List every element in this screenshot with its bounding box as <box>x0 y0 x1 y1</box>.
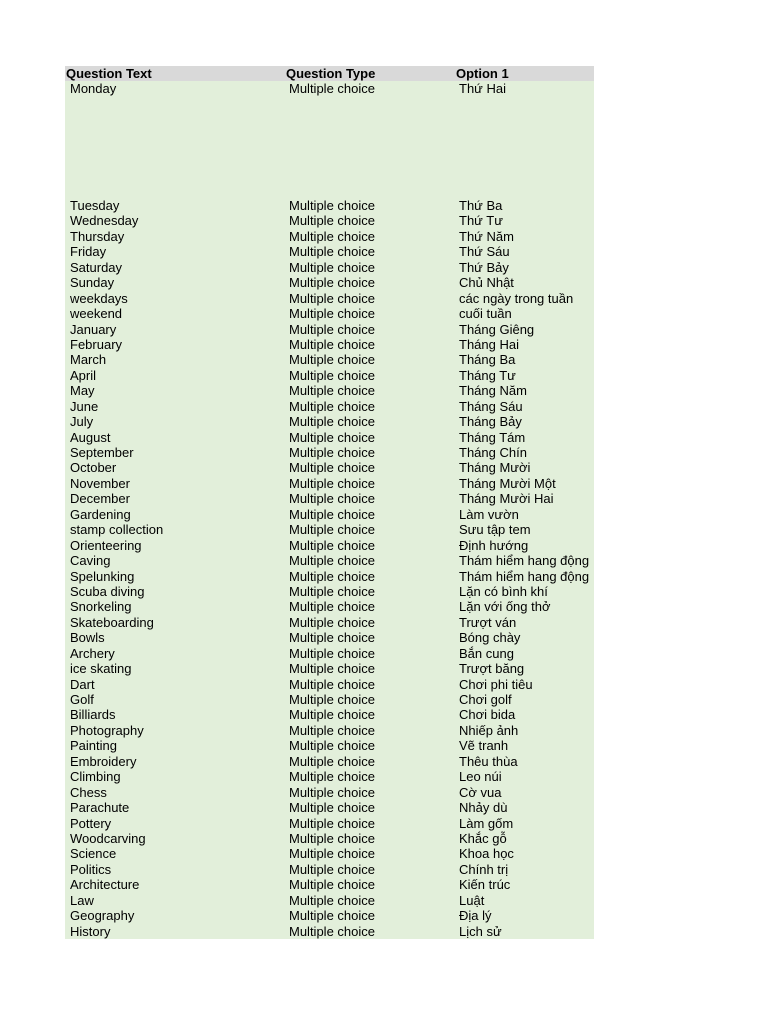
cell-option-1[interactable]: Tháng Sáu <box>459 398 523 414</box>
cell-option-1[interactable]: Bắn cung <box>459 645 514 661</box>
cell-option-1[interactable]: Thứ Năm <box>459 228 514 244</box>
cell-question-type[interactable]: Multiple choice <box>289 908 375 924</box>
table-row <box>65 275 594 290</box>
cell-option-1[interactable]: Lặn có bình khí <box>459 583 548 599</box>
cell-option-1[interactable]: Thám hiểm hang động <box>459 553 590 569</box>
cell-question-type[interactable]: Multiple choice <box>289 800 375 816</box>
cell-question-type[interactable]: Multiple choice <box>289 228 375 244</box>
cell-question-text[interactable]: Science <box>70 846 117 862</box>
cell-option-1[interactable]: Sưu tập tem <box>459 522 531 538</box>
table-row <box>65 291 594 306</box>
cell-question-type[interactable]: Multiple choice <box>289 213 375 229</box>
table-row <box>65 646 594 661</box>
cell-question-type[interactable]: Multiple choice <box>289 553 375 569</box>
table-row <box>65 414 594 429</box>
cell-question-text[interactable]: December <box>70 491 130 507</box>
table-row <box>65 800 594 815</box>
cell-question-type[interactable]: Multiple choice <box>289 692 375 707</box>
cell-question-text[interactable]: August <box>70 429 111 445</box>
cell-question-type[interactable]: Multiple choice <box>289 244 375 260</box>
header-row <box>65 66 594 81</box>
cell-question-type[interactable]: Multiple choice <box>289 336 375 352</box>
table-row <box>65 785 594 800</box>
cell-question-type[interactable]: Multiple choice <box>289 861 375 877</box>
cell-option-1[interactable]: Thêu thùa <box>459 753 518 769</box>
header-question-text[interactable]: Question Text <box>66 66 152 81</box>
cell-question-type[interactable]: Multiple choice <box>289 398 375 414</box>
table-row <box>65 569 594 584</box>
cell-question-text[interactable]: Sunday <box>70 275 115 291</box>
cell-question-type[interactable]: Multiple choice <box>289 722 375 738</box>
cell-question-text[interactable]: Orienteering <box>70 537 142 553</box>
table-row <box>65 816 594 831</box>
cell-question-type[interactable]: Multiple choice <box>289 877 375 893</box>
cell-option-1[interactable]: Tháng Chín <box>459 445 527 460</box>
cell-option-1[interactable]: Vẽ tranh <box>459 738 509 754</box>
cell-question-type[interactable]: Multiple choice <box>289 491 375 507</box>
cell-question-text[interactable]: July <box>70 414 94 430</box>
cell-question-type[interactable]: Multiple choice <box>289 892 375 908</box>
table-row <box>65 507 594 522</box>
cell-question-text[interactable]: Saturday <box>70 259 123 275</box>
table-row <box>65 707 594 722</box>
cell-question-text[interactable]: January <box>70 321 117 337</box>
table-row <box>65 522 594 537</box>
cell-question-text[interactable]: Pottery <box>70 815 112 831</box>
table-row <box>65 538 594 553</box>
cell-question-text[interactable]: Bowls <box>70 630 105 646</box>
cell-question-type[interactable]: Multiple choice <box>289 738 375 754</box>
table-row <box>65 368 594 383</box>
table-row <box>65 491 594 506</box>
cell-option-1[interactable]: Tháng Năm <box>459 383 527 399</box>
cell-option-1[interactable]: Chủ Nhật <box>459 275 514 291</box>
cell-option-1[interactable]: Thứ Bảy <box>459 259 509 275</box>
cell-question-type[interactable]: Multiple choice <box>289 445 375 460</box>
table-row <box>65 306 594 321</box>
cell-option-1[interactable]: Thứ Hai <box>459 81 506 96</box>
cell-option-1[interactable]: Tháng Hai <box>459 336 519 352</box>
cell-option-1[interactable]: Chơi phi tiêu <box>459 676 533 692</box>
table-row <box>65 723 594 738</box>
table-row <box>65 460 594 475</box>
table-row <box>65 399 594 414</box>
cell-option-1[interactable]: Tháng Mười Một <box>459 475 556 491</box>
cell-option-1[interactable]: Khắc gỗ <box>459 830 507 846</box>
cell-option-1[interactable]: Nhảy dù <box>459 800 508 816</box>
table-row <box>65 692 594 707</box>
cell-option-1[interactable]: Tháng Giêng <box>459 321 535 337</box>
cell-option-1[interactable]: Lặn với ống thở <box>459 599 551 615</box>
cell-option-1[interactable]: Thám hiểm hang động <box>459 568 590 584</box>
cell-option-1[interactable]: Bóng chày <box>459 630 521 646</box>
cell-option-1[interactable]: Tháng Ba <box>459 352 516 368</box>
cell-question-text[interactable]: weekdays <box>70 290 128 306</box>
table-row <box>65 352 594 367</box>
cell-question-text[interactable]: April <box>70 367 97 383</box>
table-row <box>65 908 594 923</box>
cell-question-type[interactable]: Multiple choice <box>289 475 375 491</box>
cell-question-type[interactable]: Multiple choice <box>289 614 375 630</box>
cell-option-1[interactable]: Thứ Sáu <box>459 244 510 260</box>
cell-option-1[interactable]: Tháng Bảy <box>459 414 522 430</box>
cell-question-type[interactable]: Multiple choice <box>289 769 375 785</box>
table-row <box>65 630 594 645</box>
table-row <box>65 738 594 753</box>
cell-question-text[interactable]: Spelunking <box>70 568 135 584</box>
cell-question-text[interactable]: September <box>70 445 134 460</box>
cell-option-1[interactable]: Thứ Ba <box>459 198 503 213</box>
cell-option-1[interactable]: Nhiếp ảnh <box>459 722 519 738</box>
cell-option-1[interactable]: Cờ vua <box>459 784 502 800</box>
cell-option-1[interactable]: Địa lý <box>459 908 492 924</box>
spreadsheet-table <box>65 66 594 939</box>
cell-question-text[interactable]: May <box>70 383 95 399</box>
cell-question-type[interactable]: Multiple choice <box>289 321 375 337</box>
table-row <box>65 846 594 861</box>
table-row <box>65 430 594 445</box>
cell-question-text[interactable]: Photography <box>70 722 144 738</box>
cell-question-text[interactable]: History <box>70 923 111 939</box>
cell-question-type[interactable]: Multiple choice <box>289 429 375 445</box>
cell-option-1[interactable]: Tháng Mười Hai <box>459 491 554 507</box>
cell-option-1[interactable]: Làm vườn <box>459 506 519 522</box>
cell-question-text[interactable]: Skateboarding <box>70 614 154 630</box>
cell-option-1[interactable]: Tháng Tư <box>459 367 516 383</box>
table-row <box>65 599 594 614</box>
cell-question-text[interactable]: Politics <box>70 861 112 877</box>
cell-option-1[interactable]: cuối tuần <box>459 306 512 322</box>
cell-option-1[interactable]: Làm gốm <box>459 815 514 831</box>
table-row <box>65 445 594 460</box>
cell-question-type[interactable]: Multiple choice <box>289 583 375 599</box>
cell-question-type[interactable]: Multiple choice <box>289 568 375 584</box>
cell-question-type[interactable]: Multiple choice <box>289 290 375 306</box>
cell-question-type[interactable]: Multiple choice <box>289 599 375 615</box>
table-row <box>65 924 594 939</box>
cell-question-text[interactable]: Dart <box>70 676 95 692</box>
cell-question-text[interactable]: Geography <box>70 908 135 924</box>
cell-question-type[interactable]: Multiple choice <box>289 707 375 723</box>
table-row <box>65 260 594 275</box>
cell-option-1[interactable]: Chơi golf <box>459 692 512 707</box>
cell-question-text[interactable]: Painting <box>70 738 117 754</box>
cell-question-type[interactable]: Multiple choice <box>289 460 375 476</box>
table-row <box>65 322 594 337</box>
cell-option-1[interactable]: Tháng Tám <box>459 429 526 445</box>
cell-option-1[interactable]: Leo núi <box>459 769 502 785</box>
cell-question-type[interactable]: Multiple choice <box>289 259 375 275</box>
table-row <box>65 862 594 877</box>
cell-option-1[interactable]: Tháng Mười <box>459 460 531 476</box>
table-row <box>65 661 594 676</box>
cell-question-text[interactable]: Climbing <box>70 769 121 785</box>
cell-question-text[interactable]: Scuba diving <box>70 583 145 599</box>
cell-question-text[interactable]: Billiards <box>70 707 116 723</box>
header-option-1[interactable]: Option 1 <box>456 66 509 81</box>
cell-question-type[interactable]: Multiple choice <box>289 784 375 800</box>
cell-question-type[interactable]: Multiple choice <box>289 198 375 213</box>
cell-question-text[interactable]: Wednesday <box>70 213 139 229</box>
cell-question-type[interactable]: Multiple choice <box>289 630 375 646</box>
cell-question-text[interactable]: Golf <box>70 692 94 707</box>
cell-question-type[interactable]: Multiple choice <box>289 275 375 291</box>
table-row <box>65 337 594 352</box>
cell-option-1[interactable]: Trượt băng <box>459 661 525 677</box>
table-row <box>65 198 594 213</box>
cell-option-1[interactable]: Trượt ván <box>459 614 517 630</box>
cell-option-1[interactable]: Chính trị <box>459 861 509 877</box>
table-row <box>65 769 594 784</box>
table-row <box>65 677 594 692</box>
cell-question-type[interactable]: Multiple choice <box>289 645 375 661</box>
cell-question-type[interactable]: Multiple choice <box>289 81 375 96</box>
cell-option-1[interactable]: Luật <box>459 892 485 908</box>
cell-question-text[interactable]: Law <box>70 892 94 908</box>
cell-question-type[interactable]: Multiple choice <box>289 383 375 399</box>
table-row <box>65 383 594 398</box>
cell-question-text[interactable]: June <box>70 398 99 414</box>
cell-question-type[interactable]: Multiple choice <box>289 367 375 383</box>
cell-question-type[interactable]: Multiple choice <box>289 306 375 322</box>
cell-question-text[interactable]: Parachute <box>70 800 130 816</box>
table-row <box>65 615 594 630</box>
cell-question-text[interactable]: Woodcarving <box>70 830 146 846</box>
cell-question-type[interactable]: Multiple choice <box>289 830 375 846</box>
table-row <box>65 244 594 259</box>
cell-question-text[interactable]: Monday <box>70 81 117 96</box>
cell-question-text[interactable]: Snorkeling <box>70 599 132 615</box>
cell-question-text[interactable]: Caving <box>70 553 111 569</box>
cell-option-1[interactable]: Chơi bida <box>459 707 516 723</box>
cell-question-text[interactable]: Archery <box>70 645 115 661</box>
cell-question-type[interactable]: Multiple choice <box>289 537 375 553</box>
cell-question-text[interactable]: November <box>70 475 130 491</box>
cell-question-text[interactable]: Architecture <box>70 877 140 893</box>
cell-question-type[interactable]: Multiple choice <box>289 506 375 522</box>
cell-question-type[interactable]: Multiple choice <box>289 846 375 862</box>
cell-question-text[interactable]: Chess <box>70 784 107 800</box>
table-row <box>65 893 594 908</box>
header-question-type[interactable]: Question Type <box>286 66 376 81</box>
table-row <box>65 831 594 846</box>
cell-option-1[interactable]: Thứ Tư <box>459 213 503 229</box>
cell-question-type[interactable]: Multiple choice <box>289 753 375 769</box>
table-row <box>65 584 594 599</box>
cell-question-text[interactable]: Thursday <box>70 228 125 244</box>
cell-option-1[interactable]: Định hướng <box>459 537 529 553</box>
cell-question-text[interactable]: March <box>70 352 107 368</box>
cell-question-text[interactable]: Gardening <box>70 506 131 522</box>
table-row <box>65 229 594 244</box>
cell-question-type[interactable]: Multiple choice <box>289 661 375 677</box>
cell-question-type[interactable]: Multiple choice <box>289 676 375 692</box>
cell-question-text[interactable]: Friday <box>70 244 107 260</box>
cell-question-type[interactable]: Multiple choice <box>289 522 375 538</box>
table-row <box>65 877 594 892</box>
cell-question-text[interactable]: ice skating <box>70 661 132 677</box>
cell-question-text[interactable]: February <box>70 336 123 352</box>
cell-question-text[interactable]: stamp collection <box>70 522 164 538</box>
table-row <box>65 553 594 568</box>
cell-question-text[interactable]: October <box>70 460 117 476</box>
table-body <box>65 81 594 939</box>
cell-question-type[interactable]: Multiple choice <box>289 414 375 430</box>
cell-option-1[interactable]: Lịch sử <box>459 923 502 939</box>
table-row <box>65 476 594 491</box>
table-row <box>65 81 594 198</box>
cell-question-text[interactable]: Tuesday <box>70 198 120 213</box>
table-row <box>65 213 594 228</box>
cell-option-1[interactable]: Khoa học <box>459 846 514 862</box>
cell-question-type[interactable]: Multiple choice <box>289 923 375 939</box>
cell-question-type[interactable]: Multiple choice <box>289 352 375 368</box>
cell-option-1[interactable]: các ngày trong tuần <box>459 290 574 306</box>
cell-question-type[interactable]: Multiple choice <box>289 815 375 831</box>
table-row <box>65 754 594 769</box>
cell-option-1[interactable]: Kiến trúc <box>459 877 511 893</box>
cell-question-text[interactable]: weekend <box>70 306 123 322</box>
cell-question-text[interactable]: Embroidery <box>70 753 137 769</box>
